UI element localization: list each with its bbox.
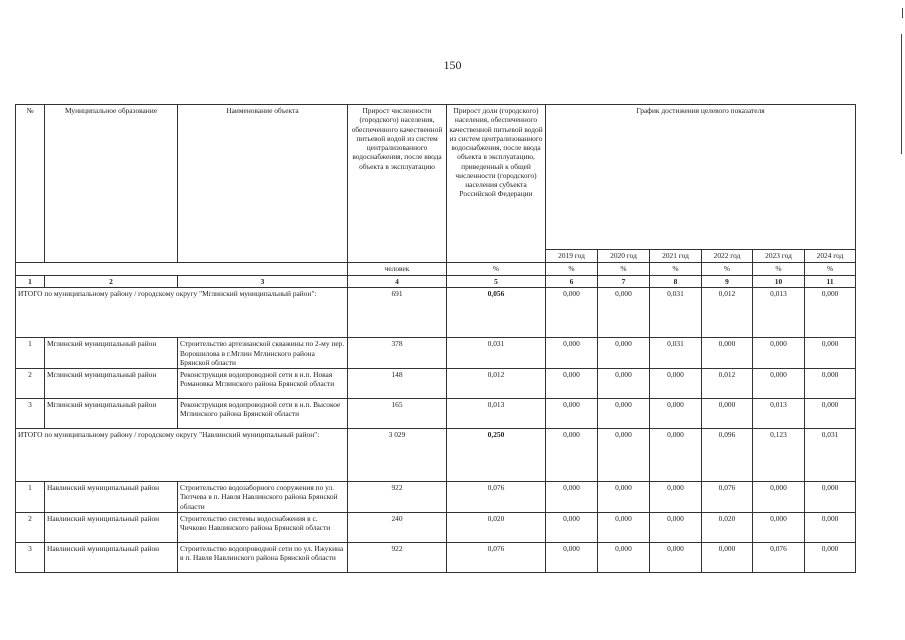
row-num: 3 (16, 542, 45, 572)
row-year-value: 0,020 (702, 512, 753, 542)
row-people: 240 (348, 512, 447, 542)
row-people: 922 (348, 542, 447, 572)
header-row (16, 105, 856, 250)
total-year-value: 0,000 (546, 288, 598, 338)
column-number: 9 (702, 276, 753, 288)
total-year-value: 0,031 (650, 288, 702, 338)
row-year-value: 0,000 (598, 482, 650, 513)
row-year-value: 0,000 (546, 512, 598, 542)
row-num: 2 (16, 369, 45, 399)
total-share: 0,250 (447, 429, 546, 482)
header-year: 2023 год (753, 250, 805, 263)
table-row (16, 482, 856, 513)
row-year-value: 0,000 (702, 399, 753, 429)
row-year-value: 0,000 (650, 399, 702, 429)
unit-percent: % (805, 263, 856, 276)
row-year-value: 0,000 (598, 542, 650, 572)
column-number: 11 (805, 276, 856, 288)
row-year-value: 0,000 (546, 338, 598, 369)
table-row (16, 369, 856, 399)
column-number: 8 (650, 276, 702, 288)
column-number: 7 (598, 276, 650, 288)
row-people: 165 (348, 399, 447, 429)
table-body (16, 105, 856, 573)
total-year-value: 0,012 (702, 288, 753, 338)
row-municipality: Мглинский муниципальный район (45, 369, 178, 399)
row-year-value: 0,000 (546, 369, 598, 399)
row-people: 148 (348, 369, 447, 399)
total-share: 0,056 (447, 288, 546, 338)
header-schedule: График достижения целевого показателя (546, 105, 856, 250)
row-year-value: 0,000 (702, 542, 753, 572)
row-share: 0,020 (447, 512, 546, 542)
row-num: 2 (16, 512, 45, 542)
column-number: 6 (546, 276, 598, 288)
total-year-value: 0,096 (702, 429, 753, 482)
row-object: Реконструкция водопроводной сети в н.п. Высокое Мглинского района Брянской области (178, 399, 348, 429)
column-number: 5 (447, 276, 546, 288)
row-year-value: 0,012 (702, 369, 753, 399)
row-year-value: 0,076 (753, 542, 805, 572)
row-share: 0,012 (447, 369, 546, 399)
unit-percent: % (598, 263, 650, 276)
edge-mark-right (901, 34, 902, 154)
row-year-value: 0,076 (702, 482, 753, 513)
row-year-value: 0,000 (598, 338, 650, 369)
row-year-value: 0,000 (650, 482, 702, 513)
total-row (16, 429, 856, 482)
row-year-value: 0,000 (753, 482, 805, 513)
unit-percent: % (546, 263, 598, 276)
unit-percent: % (650, 263, 702, 276)
unit-people: человек (348, 263, 447, 276)
row-year-value: 0,031 (650, 338, 702, 369)
total-label: ИТОГО по муниципальному району / городскому округу "Мглинский муниципальный район": (16, 288, 348, 338)
row-object: Строительство водозаборного сооружения по ул. Тютчева в п. Навля Навлинского района Брянской области (178, 482, 348, 513)
row-year-value: 0,000 (753, 338, 805, 369)
edge-mark-top (902, 8, 903, 18)
table-row (16, 512, 856, 542)
units-row (16, 263, 856, 276)
row-municipality: Мглинский муниципальный район (45, 399, 178, 429)
row-municipality: Навлинский муниципальный район (45, 482, 178, 513)
header-pop-growth: Прирост численности (городского) населения, обеспеченного качественной питьевой водой из систем централизованного водоснабжения, после ввода объекта в эксплуатацию (348, 105, 447, 263)
row-share: 0,076 (447, 542, 546, 572)
row-year-value: 0,000 (753, 369, 805, 399)
header-year: 2022 год (702, 250, 753, 263)
row-share: 0,031 (447, 338, 546, 369)
table-row (16, 338, 856, 369)
row-share: 0,076 (447, 482, 546, 513)
total-year-value: 0,000 (805, 288, 856, 338)
row-year-value: 0,000 (805, 369, 856, 399)
row-year-value: 0,000 (650, 512, 702, 542)
row-year-value: 0,000 (753, 512, 805, 542)
unit-percent: % (702, 263, 753, 276)
row-year-value: 0,000 (598, 369, 650, 399)
header-share-growth: Прирост доли (городского) населения, обеспеченного качественной питьевой водой из систем централизованного водоснабжения, после ввода объекта в эксплуатацию, приведенный к общей численности (городского) населения субъекта Российской Федерации (447, 105, 546, 263)
total-year-value: 0,000 (598, 429, 650, 482)
row-people: 922 (348, 482, 447, 513)
total-people: 691 (348, 288, 447, 338)
row-municipality: Мглинский муниципальный район (45, 338, 178, 369)
units-blank (16, 263, 348, 276)
row-year-value: 0,000 (805, 542, 856, 572)
total-year-value: 0,031 (805, 429, 856, 482)
table-row (16, 542, 856, 572)
column-number: 2 (45, 276, 178, 288)
row-year-value: 0,000 (546, 482, 598, 513)
row-num: 1 (16, 338, 45, 369)
total-year-value: 0,000 (598, 288, 650, 338)
column-number: 1 (16, 276, 45, 288)
row-year-value: 0,000 (650, 542, 702, 572)
total-year-value: 0,000 (546, 429, 598, 482)
header-year: 2020 год (598, 250, 650, 263)
column-number-row (16, 276, 856, 288)
column-number: 4 (348, 276, 447, 288)
total-row (16, 288, 856, 338)
row-share: 0,013 (447, 399, 546, 429)
row-num: 1 (16, 482, 45, 513)
total-year-value: 0,013 (753, 288, 805, 338)
page-number: 150 (443, 58, 462, 72)
row-year-value: 0,000 (702, 338, 753, 369)
row-object: Реконструкция водопроводной сети в н.п. Новая Романовка Мглинского района Брянской области (178, 369, 348, 399)
row-object: Строительство артезианской скважины по 2-му пер. Ворошилова в г.Мглин Мглинского района Брянской области (178, 338, 348, 369)
header-object: Наименование объекта (178, 105, 348, 263)
row-year-value: 0,000 (805, 338, 856, 369)
header-num: № (16, 105, 45, 263)
header-year: 2019 год (546, 250, 598, 263)
row-year-value: 0,000 (805, 482, 856, 513)
row-year-value: 0,000 (546, 399, 598, 429)
table-row (16, 399, 856, 429)
row-year-value: 0,000 (805, 399, 856, 429)
row-object: Строительство водопроводной сети по ул. Ижукина в п. Навля Навлинского района Брянской области (178, 542, 348, 572)
row-year-value: 0,000 (805, 512, 856, 542)
column-number: 3 (178, 276, 348, 288)
header-year: 2021 год (650, 250, 702, 263)
row-object: Строительство системы водоснабжения в с. Чичково Навлинского района Брянской области (178, 512, 348, 542)
header-year: 2024 год (805, 250, 856, 263)
total-year-value: 0,123 (753, 429, 805, 482)
row-year-value: 0,000 (650, 369, 702, 399)
total-people: 3 029 (348, 429, 447, 482)
total-year-value: 0,000 (650, 429, 702, 482)
header-municipality: Муниципальное образование (45, 105, 178, 263)
row-year-value: 0,000 (546, 542, 598, 572)
column-number: 10 (753, 276, 805, 288)
total-label: ИТОГО по муниципальному району / городскому округу "Навлинский муниципальный район": (16, 429, 348, 482)
unit-percent: % (753, 263, 805, 276)
row-municipality: Навлинский муниципальный район (45, 542, 178, 572)
row-year-value: 0,000 (598, 399, 650, 429)
unit-percent: % (447, 263, 546, 276)
row-people: 378 (348, 338, 447, 369)
row-year-value: 0,013 (753, 399, 805, 429)
row-num: 3 (16, 399, 45, 429)
row-year-value: 0,000 (598, 512, 650, 542)
target-indicator-table (15, 104, 856, 573)
row-municipality: Навлинский муниципальный район (45, 512, 178, 542)
